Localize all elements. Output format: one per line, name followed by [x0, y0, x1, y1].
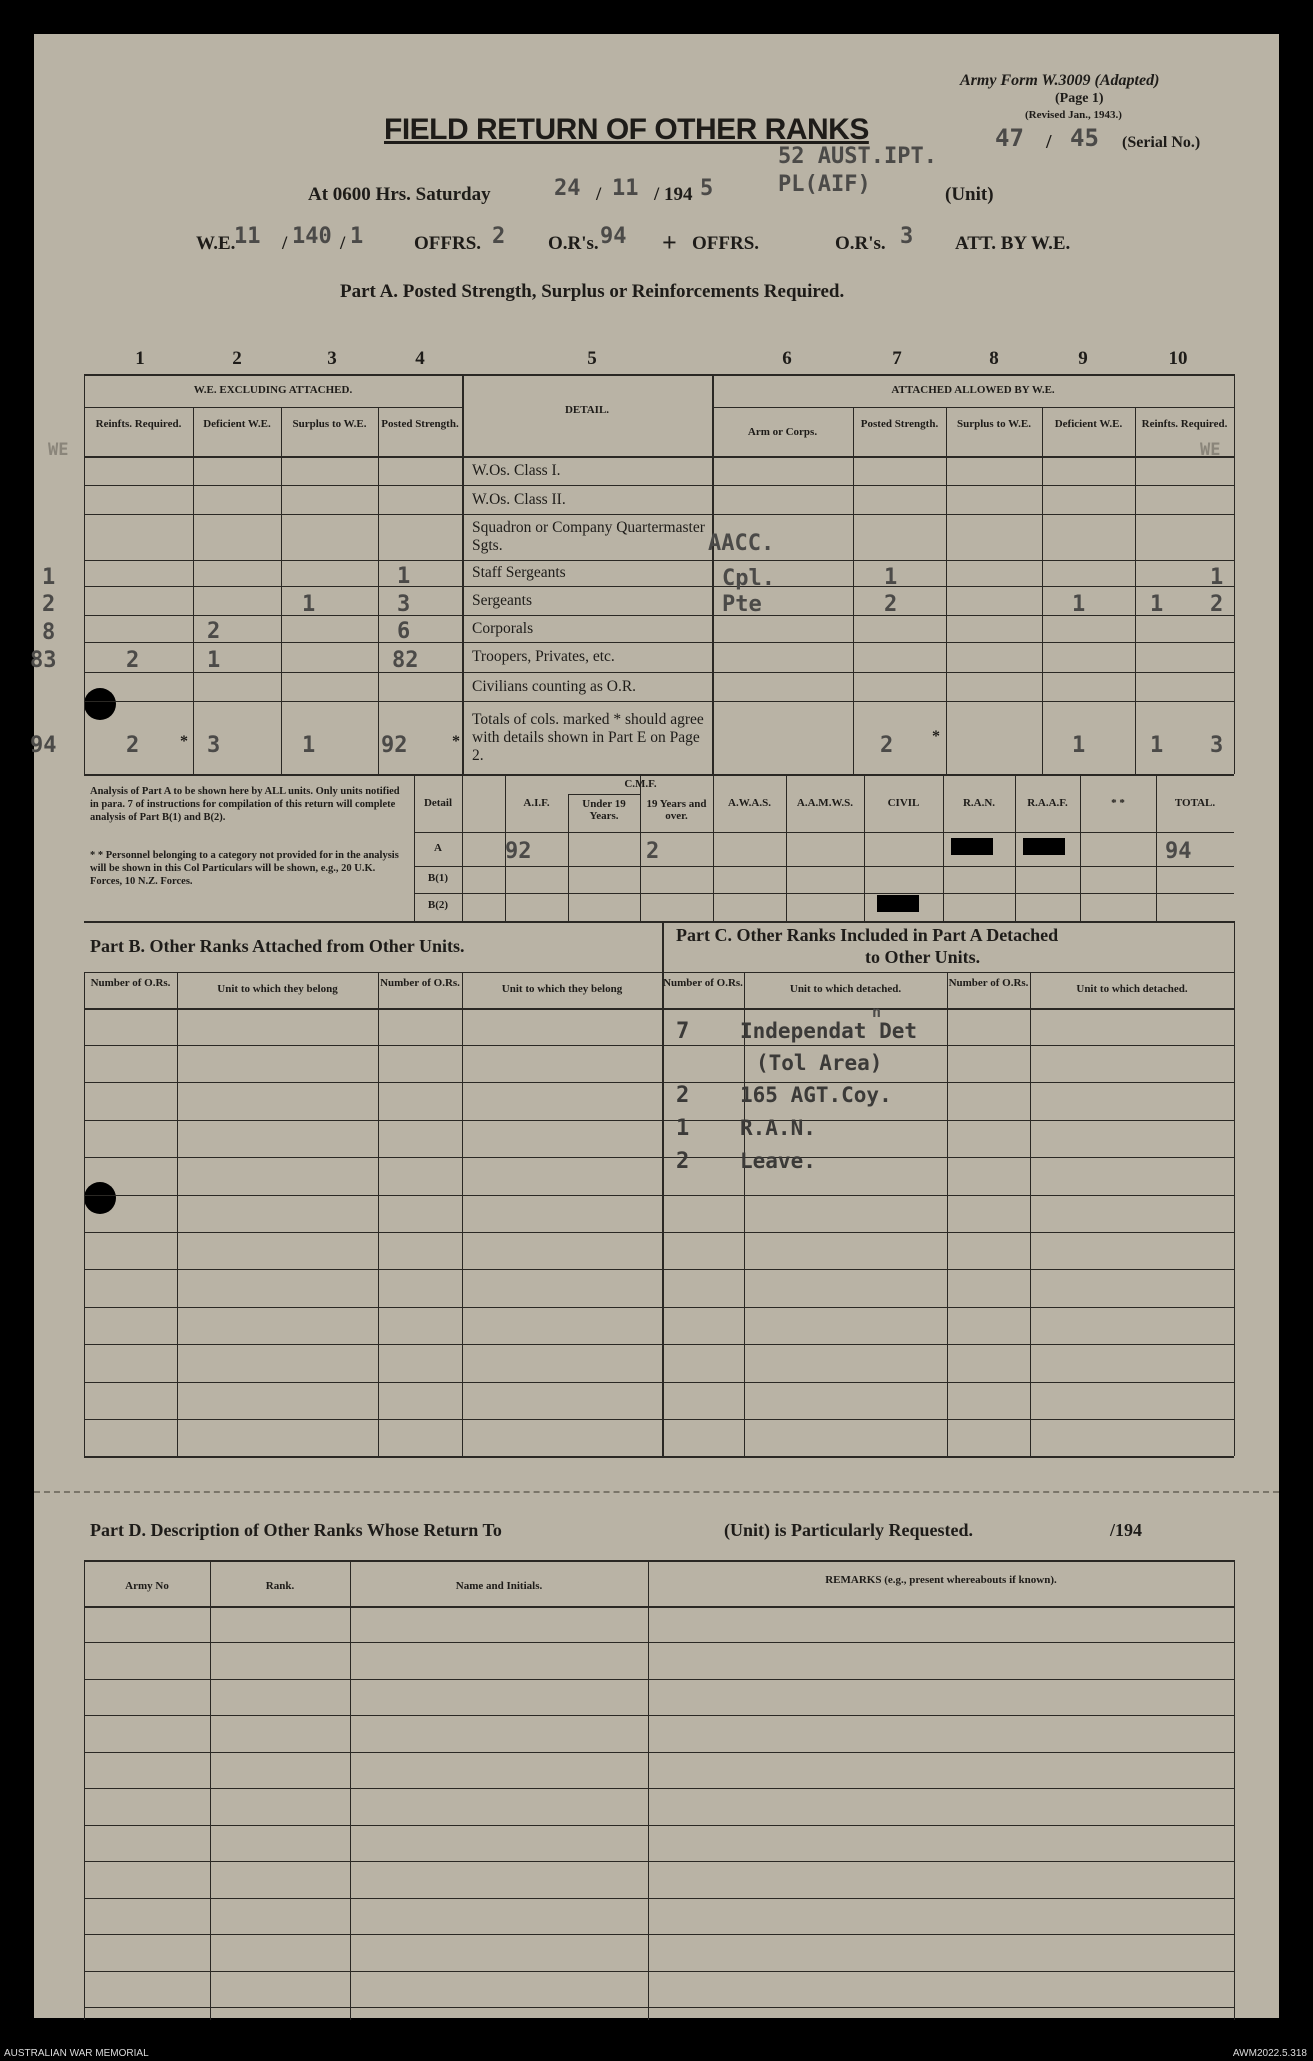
handwritten-entry: 1	[884, 565, 898, 590]
page-label: (Page 1)	[1055, 91, 1104, 106]
rule	[662, 972, 1234, 973]
detail-row-label: Totals of cols. marked * should agree with details shown in Part E on Page 2.	[472, 710, 704, 764]
margin-left-figure: 1	[42, 565, 56, 590]
part-c-unit: 165 AGT.Coy.	[740, 1083, 892, 1107]
offrs-label: OFFRS.	[414, 233, 482, 254]
detail-heading: DETAIL.	[564, 404, 610, 416]
handwritten-entry: 1	[302, 592, 316, 617]
analysis-19over-a: 2	[646, 839, 660, 864]
handwritten-entry: 1	[1150, 733, 1164, 758]
margin-right-figure: 2	[1210, 592, 1224, 617]
we-excluding-heading: W.E. EXCLUDING ATTACHED.	[193, 384, 353, 396]
handwritten-entry: 1	[1072, 733, 1086, 758]
rule	[84, 2007, 1234, 2008]
column-number: 5	[587, 348, 597, 369]
detail-row-label: Squadron or Company Quartermaster Sgts.	[472, 519, 705, 554]
rule	[210, 1560, 211, 2020]
part-c-title2: to Other Units.	[865, 947, 981, 967]
analysis-header: * *	[1111, 797, 1125, 809]
serial-slash: /	[1046, 131, 1052, 153]
rule	[84, 1825, 1234, 1826]
rule	[84, 1679, 1234, 1680]
rule	[84, 1752, 1234, 1753]
offrs-val: 2	[492, 224, 506, 249]
analysis-total-a: 94	[1165, 839, 1192, 864]
handwritten-entry: 1	[1150, 592, 1164, 617]
rule	[84, 1788, 1234, 1789]
part-c-header: Number of O.Rs.	[948, 977, 1029, 989]
serial-a: 47	[995, 124, 1024, 152]
part-c-number: 7	[676, 1019, 690, 1044]
rule	[84, 1560, 1234, 1562]
left-header: Surplus to W.E.	[292, 418, 367, 430]
rule	[193, 407, 194, 774]
column-number: 10	[1168, 348, 1188, 369]
date-year-prefix: 194	[664, 184, 693, 205]
handwritten-entry: 1	[207, 648, 221, 673]
rule	[84, 1715, 1234, 1716]
column-number: 8	[989, 348, 999, 369]
date-day: 24	[554, 176, 581, 201]
handwritten-entry: 92	[381, 733, 408, 758]
rule	[84, 1898, 1234, 1899]
unit-hw2: PL(AIF)	[778, 172, 871, 197]
page-title: FIELD RETURN OF OTHER RANKS	[384, 113, 869, 146]
part-c-title1: Part C. Other Ranks Included in Part A Detached	[676, 925, 1059, 945]
army-form-label: Army Form W.3009 (Adapted)	[960, 72, 1160, 89]
part-c-header: Number of O.Rs.	[663, 977, 743, 989]
part-c-unit: R.A.N.	[740, 1116, 816, 1140]
serial-b: 45	[1070, 124, 1099, 152]
redaction-mark	[951, 838, 993, 855]
total-star: *	[180, 733, 188, 750]
handwritten-entry: Cpl.	[722, 566, 775, 591]
margin-left-figure: 2	[42, 592, 56, 617]
analysis-header: Under 19 Years.	[582, 798, 626, 822]
attached-heading: ATTACHED ALLOWED BY W.E.	[891, 384, 1055, 396]
column-number: 9	[1078, 348, 1088, 369]
rule	[84, 1606, 1234, 1608]
total-star: *	[452, 733, 460, 750]
margin-left-figure: WE	[48, 440, 69, 460]
part-c-header: Unit to which detached.	[789, 983, 902, 995]
analysis-header: CIVIL	[887, 797, 920, 809]
part-d-header: Army No	[125, 1580, 169, 1592]
rule	[84, 1642, 1234, 1643]
analysis-row-label: A	[434, 842, 442, 854]
right-header: Arm or Corps.	[747, 426, 818, 438]
ors2-val: 3	[900, 224, 914, 249]
at-line: At 0600 Hrs. Saturday	[308, 184, 491, 205]
rule	[84, 642, 1234, 643]
column-number: 6	[782, 348, 792, 369]
rule	[640, 774, 641, 921]
ors-val: 94	[600, 224, 627, 249]
we-c: 1	[350, 224, 364, 249]
we-slash1: /	[282, 233, 288, 254]
rule	[84, 672, 1234, 673]
rule	[1042, 407, 1043, 774]
part-a-title: Part A. Posted Strength, Surplus or Reinforcements Required.	[340, 281, 845, 302]
part-d-header: Name and Initials.	[455, 1580, 543, 1592]
rule	[84, 1382, 1234, 1383]
form-page	[34, 34, 1279, 2018]
analysis-row-label: B(2)	[427, 899, 449, 911]
rule	[1234, 374, 1235, 774]
redaction-mark	[1023, 838, 1065, 855]
margin-right-figure: 3	[1210, 733, 1224, 758]
detail-row-label: Civilians counting as O.R.	[472, 677, 637, 695]
rule	[662, 921, 664, 1456]
rule	[84, 1269, 1234, 1270]
detail-row-label: Staff Sergeants	[472, 564, 566, 581]
part-b-header: Unit to which they belong	[217, 983, 338, 995]
analysis-header: A.A.M.W.S.	[796, 797, 854, 809]
handwritten-entry: 3	[207, 733, 221, 758]
detail-row-label: W.Os. Class II.	[472, 490, 566, 508]
part-b-header: Number of O.Rs.	[90, 977, 171, 989]
rule	[84, 1456, 1234, 1458]
ors2-label: O.R's.	[835, 233, 886, 254]
rule	[84, 1232, 1234, 1233]
att-label: ATT. BY W.E.	[955, 233, 1071, 254]
analysis-header: R.A.A.F.	[1027, 797, 1068, 809]
rule	[84, 1195, 1234, 1196]
analysis-note2: * * Personnel belonging to a category not provided for in the analysis will be shown in this Col Particulars will be shown, e.g., 20 U.K. Forces, 10 N.Z. Forces.	[90, 850, 399, 887]
handwritten-entry: 2	[884, 592, 898, 617]
handwritten-entry: AACC.	[708, 531, 775, 556]
part-d-unit: (Unit) is Particularly Requested.	[724, 1520, 973, 1540]
date-slash2: /	[654, 184, 660, 205]
rule	[84, 1934, 1234, 1935]
handwritten-entry: 1	[1072, 592, 1086, 617]
rule	[84, 407, 462, 408]
table-top-rule	[84, 374, 1234, 376]
rule	[281, 407, 282, 774]
rule	[1135, 407, 1136, 774]
part-c-header: Unit to which detached.	[1076, 983, 1188, 995]
analysis-header: R.A.N.	[962, 797, 996, 809]
rule	[84, 1971, 1234, 1972]
we-a: 11	[234, 224, 261, 249]
tear-line	[34, 1491, 1279, 1493]
right-header: Surplus to W.E.	[957, 418, 1031, 430]
rule	[84, 374, 85, 774]
column-number: 2	[232, 348, 242, 369]
rule	[414, 893, 1234, 894]
rule	[84, 615, 1234, 616]
rule	[84, 560, 1234, 561]
handwritten-entry: 2	[207, 619, 221, 644]
rule	[84, 1307, 1234, 1308]
handwritten-entry: 1	[302, 733, 316, 758]
rule	[712, 407, 1234, 408]
analysis-header: Detail	[423, 797, 453, 809]
part-d-header: REMARKS (e.g., present whereabouts if known).	[825, 1574, 1057, 1586]
column-number: 7	[892, 348, 902, 369]
column-number: 4	[415, 348, 425, 369]
rule	[350, 1560, 351, 2020]
left-header: Posted Strength.	[381, 418, 459, 430]
margin-left-figure: 83	[30, 648, 57, 673]
part-c-caret: n	[872, 1003, 882, 1021]
analysis-row-label: B(1)	[427, 872, 449, 884]
rule	[84, 1045, 1234, 1046]
part-b-title: Part B. Other Ranks Attached from Other Units.	[90, 936, 465, 956]
date-year: 5	[700, 176, 714, 201]
unit-label: (Unit)	[945, 184, 994, 205]
date-month: 11	[612, 176, 639, 201]
rule	[84, 1344, 1234, 1345]
part-d-title: Part D. Description of Other Ranks Whose Return To	[90, 1520, 502, 1540]
part-d-header: Rank.	[265, 1580, 295, 1592]
right-header: Deficient W.E.	[1054, 418, 1123, 430]
rule	[946, 407, 947, 774]
part-c-unit: (Tol Area)	[756, 1051, 883, 1075]
we-slash2: /	[340, 233, 346, 254]
handwritten-entry: 1	[397, 564, 411, 589]
rule	[84, 1082, 1234, 1083]
detail-row-label: Corporals	[472, 619, 534, 637]
rule	[84, 1861, 1234, 1862]
analysis-header: TOTAL.	[1174, 797, 1216, 809]
we-b: 140	[292, 224, 332, 249]
left-header: Reinfts. Required.	[95, 418, 182, 430]
rule	[84, 1120, 1234, 1121]
rule	[1234, 921, 1235, 1456]
margin-right-figure: 1	[1210, 565, 1224, 590]
handwritten-entry: 6	[397, 619, 411, 644]
punch-hole	[84, 688, 116, 720]
ors-label: O.R's.	[548, 233, 599, 254]
part-c-unit: Leave.	[740, 1149, 816, 1173]
handwritten-entry: Pte	[722, 592, 762, 617]
rule	[84, 701, 1234, 702]
plus-sign: +	[662, 228, 677, 257]
analysis-header: C.M.F.	[624, 778, 657, 790]
footer-right: AWM2022.5.318	[1232, 2048, 1307, 2059]
rule	[568, 794, 640, 795]
handwritten-entry: 2	[126, 648, 140, 673]
part-c-number: 2	[676, 1149, 690, 1174]
margin-right-figure: WE	[1200, 440, 1221, 460]
rule	[84, 514, 1234, 515]
rule	[84, 485, 1234, 486]
detail-row-label: W.Os. Class I.	[472, 461, 561, 479]
rule	[414, 866, 1234, 867]
rule	[84, 774, 1234, 776]
analysis-note1: Analysis of Part A to be shown here by ALL units. Only units notified in para. 7 of instructions for compilation of this return will complete analysis of Part B(1) and B(2).	[90, 786, 400, 823]
rule	[1234, 1560, 1235, 2020]
analysis-header: A.W.A.S.	[728, 797, 771, 809]
right-header: Reinfts. Required.	[1141, 418, 1228, 430]
redaction-mark	[877, 895, 919, 912]
margin-left-figure: 8	[42, 620, 56, 645]
column-number: 1	[135, 348, 145, 369]
rule	[84, 1157, 1234, 1158]
rule	[84, 586, 1234, 587]
column-number: 3	[327, 348, 337, 369]
footer-left: AUSTRALIAN WAR MEMORIAL	[4, 2048, 149, 2059]
handwritten-entry: 2	[126, 733, 140, 758]
rule	[84, 1008, 1234, 1010]
rule	[462, 374, 464, 774]
part-c-unit: Independat Det	[740, 1019, 918, 1043]
punch-hole	[84, 1182, 116, 1214]
part-b-header: Unit to which they belong	[501, 983, 623, 995]
rule	[84, 1560, 85, 2020]
rule	[84, 1419, 1234, 1420]
we-label: W.E.	[196, 233, 236, 254]
part-c-number: 2	[676, 1083, 690, 1108]
analysis-header: 19 Years and over.	[646, 798, 707, 822]
part-d-date: /194	[1110, 1520, 1143, 1540]
handwritten-entry: 3	[397, 592, 411, 617]
margin-left-figure: 94	[30, 733, 57, 758]
rule	[648, 1560, 649, 2020]
handwritten-entry: 82	[392, 648, 419, 673]
detail-row-label: Troopers, Privates, etc.	[472, 648, 615, 665]
offrs2-label: OFFRS.	[692, 233, 760, 254]
part-c-number: 1	[676, 1116, 690, 1141]
rule	[462, 774, 463, 921]
analysis-header: A.I.F.	[523, 797, 550, 809]
part-b-header: Number of O.Rs.	[380, 977, 460, 989]
rule	[378, 407, 379, 774]
total-star: *	[932, 728, 940, 745]
serial-label: (Serial No.)	[1122, 134, 1201, 151]
rule	[414, 832, 1234, 833]
handwritten-entry: 2	[880, 733, 894, 758]
right-header: Posted Strength.	[860, 418, 939, 430]
rule	[84, 921, 1234, 923]
revised-label: (Revised Jan., 1943.)	[1025, 109, 1122, 121]
date-slash1: /	[596, 184, 602, 205]
rule	[853, 407, 854, 774]
rule	[84, 972, 662, 973]
analysis-aif-a: 92	[505, 839, 532, 864]
unit-hw1: 52 AUST.IPT.	[778, 144, 937, 169]
left-header: Deficient W.E.	[203, 418, 271, 430]
detail-row-label: Sergeants	[472, 591, 532, 609]
